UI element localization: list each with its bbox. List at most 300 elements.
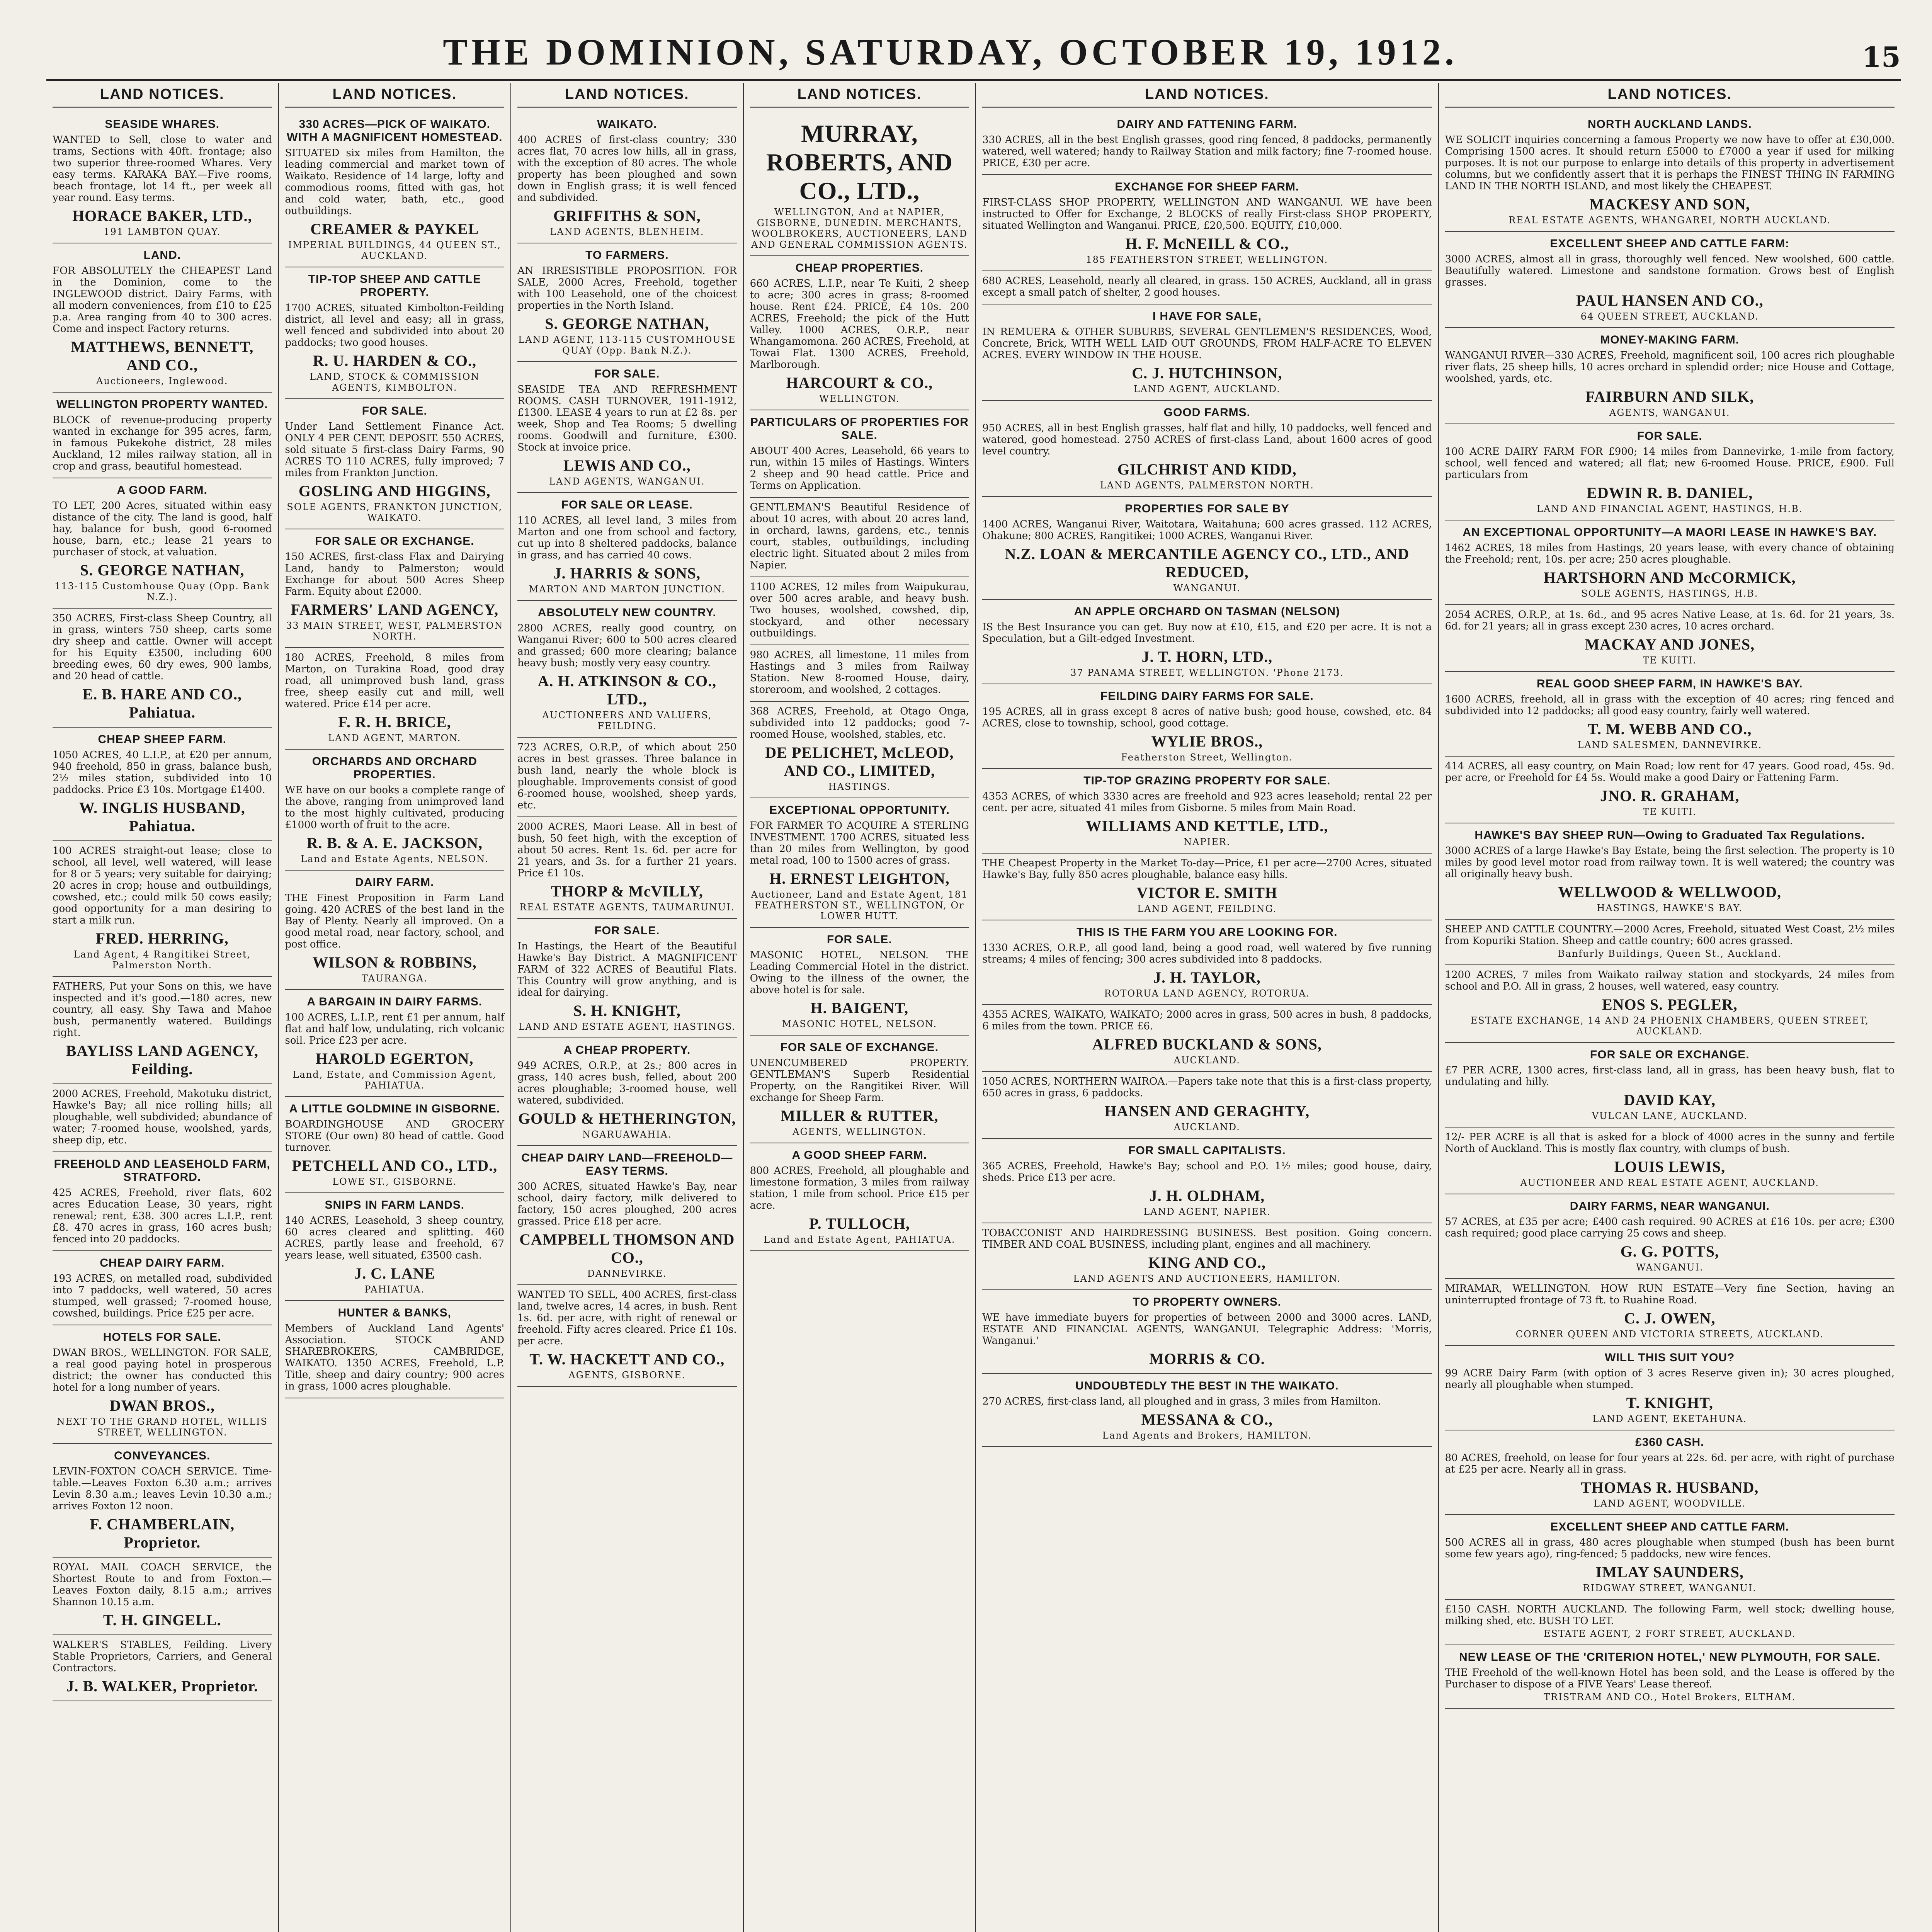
ad-body: GENTLEMAN'S Beautiful Residence of about 10 acres, with about 20 acres land, in orchard, lawns, gardens, etc., tennis court, stables, outbuildings, including electric light. Situated about 2 miles from Napier. <box>750 502 969 571</box>
ad-signature: R. U. HARDEN & CO., <box>313 352 477 369</box>
ad-body: Members of Auckland Land Agents' Association. STOCK AND SHAREBROKERS, CAMBRIDGE, WAIKATO. 1350 ACRES, Freehold, L.P. Title, sheep and dairy country; 900 acres in grass, 1000 acres ploughable. <box>285 1323 505 1392</box>
ad-address: AUCKLAND. <box>1173 1055 1240 1066</box>
advertisement <box>53 1635 272 1701</box>
ad-signature: HARTSHORN AND McCORMICK, <box>1543 569 1796 586</box>
ad-address: Land and Estate Agent, PAHIATUA. <box>764 1234 956 1245</box>
ad-body: 3000 ACRES of a large Hawke's Bay Estate, being the first selection. The property is 10 miles by good level motor road from railway town. It is well watered; the country was all originally heavy bush. <box>1445 845 1895 880</box>
ad-heading: ORCHARDS AND ORCHARD PROPERTIES. <box>312 755 477 781</box>
ad-signature: T. M. WEBB AND CO., <box>1588 720 1752 738</box>
advertisement <box>517 362 737 493</box>
ad-body: 1330 ACRES, O.R.P., all good land, being a good road, well watered by five running streams; 4 miles of fencing; 300 acres subdivided into 8 paddocks. <box>982 942 1432 965</box>
ad-address: NGARUAWAHIA. <box>582 1129 672 1140</box>
advertisement <box>982 304 1432 401</box>
ad-body: 195 ACRES, all in grass except 8 acres of native bush; good house, cowshed, etc. 84 ACRES, close to township, school, good cottage. <box>982 706 1432 729</box>
ad-signature: PAUL HANSEN AND CO., <box>1576 292 1764 309</box>
advertisement <box>982 401 1432 497</box>
ad-body: Under Land Settlement Finance Act. ONLY 4 PER CENT. DEPOSIT. 550 ACRES, sold situate 5 first-class Dairy Farms, 90 ACRES TO 110 ACRES, fully improved; 7 miles from Frankton Junction. <box>285 421 505 479</box>
ad-signature: MORRIS & CO. <box>1149 1350 1265 1367</box>
ad-body: 1050 ACRES, 40 L.I.P., at £20 per annum, 940 freehold, 850 in grass, balance bush, 2½ miles station, subdivided into 10 paddocks. Price £3 10s. Mortgage £1400. <box>53 749 272 796</box>
advertisement <box>53 1084 272 1152</box>
ad-signature: WELLWOOD & WELLWOOD, <box>1558 883 1782 901</box>
ad-signature: MILLER & RUTTER, <box>781 1107 939 1124</box>
ad-signature: J. HARRIS & SONS, <box>553 565 701 582</box>
ad-address: SOLE AGENTS, FRANKTON JUNCTION, WAIKATO. <box>287 502 503 523</box>
ad-signature: HAROLD EGERTON, <box>316 1050 474 1067</box>
ad-body: SHEEP AND CATTLE COUNTRY.—2000 Acres, Freehold, situated West Coast, 2½ miles from Kopuriki Station. Sheep and cattle country; 600 acres grassed. <box>1445 923 1895 947</box>
column-header: LAND NOTICES. <box>982 83 1432 108</box>
advertisement <box>285 267 505 399</box>
ad-signature: VICTOR E. SMITH <box>1136 884 1278 901</box>
ad-signature: THORP & McVILLY, <box>551 883 703 900</box>
ad-address: DANNEVIRKE. <box>587 1268 667 1279</box>
advertisement <box>1445 1515 1895 1600</box>
ad-body: WANTED TO SELL, 400 ACRES, first-class land, twelve acres, 14 acres, in bush. Rent 1s. 6d. per acre, with right of renewal or freehold. Fifty acres cleared. Price £1 10s. per acre. <box>517 1289 737 1347</box>
ad-body: 180 ACRES, Freehold, 8 miles from Marton, on Turakina Road, good dray road, all unimproved bush land, grass free, sheep easily cut and mill, well watered. Price £14 per acre. <box>285 652 505 710</box>
advertisement <box>1445 1645 1895 1709</box>
ad-heading: SNIPS IN FARM LANDS. <box>325 1199 465 1211</box>
ad-signature: LOUIS LEWIS, <box>1614 1158 1726 1175</box>
ad-address: Auctioneers, Inglewood. <box>96 376 228 386</box>
ad-body: THE Finest Proposition in Farm Land going. 420 ACRES of the best land in the Bay of Plenty. Nearly all improved. On a good metal road, near factory, school, and post office. <box>285 892 505 950</box>
ad-address: LAND, STOCK & COMMISSION AGENTS, KIMBOLTON. <box>310 371 480 393</box>
advertisement <box>1445 1346 1895 1430</box>
ad-heading: 330 ACRES—PICK OF WAIKATO. WITH A MAGNIFICENT HOMESTEAD. <box>287 118 503 144</box>
ad-signature: ALFRED BUCKLAND & SONS, <box>1092 1036 1322 1053</box>
ad-address: AGENTS, GISBORNE. <box>568 1370 686 1381</box>
advertisement <box>982 1005 1432 1072</box>
ad-signature: BAYLISS LAND AGENCY, Feilding. <box>66 1042 259 1078</box>
ad-body: WE have on our books a complete range of the above, ranging from unimproved land to the most highly cultivated, producing £1000 worth of fruit to the acre. <box>285 784 505 831</box>
ad-heading: TO FARMERS. <box>585 249 669 262</box>
ad-heading: AN EXCEPTIONAL OPPORTUNITY—A MAORI LEASE IN HAWKE'S BAY. <box>1463 526 1877 539</box>
ad-address: HASTINGS, HAWKE'S BAY. <box>1597 903 1743 913</box>
advertisement <box>285 399 505 529</box>
ad-body: IS the Best Insurance you can get. Buy now at £10, £15, and £20 per acre. It is not a Speculation, but a Gilt-edged Investment. <box>982 621 1432 645</box>
advertisement <box>750 112 969 256</box>
advertisement <box>982 1374 1432 1447</box>
ad-signature: E. B. HARE AND CO., Pahiatua. <box>82 685 242 721</box>
advertisement <box>1445 920 1895 965</box>
ad-body: 270 ACRES, first-class land, all ploughed and in grass, 3 miles from Hamilton. <box>982 1396 1381 1407</box>
advertisement <box>750 498 969 577</box>
ad-body: FOR ABSOLUTELY the CHEAPEST Land in the Dominion, come to the INGLEWOOD district. Dairy Farms, with all modern conveniences, from £10 to £25 p.a. Area ranging from 40 to 300 acres. Come and inspect Factory returns. <box>53 265 272 335</box>
ad-heading: FOR SALE. <box>1637 430 1702 442</box>
ad-body: 1100 ACRES, 12 miles from Waipukurau, over 500 acres arable, and heavy bush. Two houses, woolshed, cowshed, dip, stockyard, and other necessary outbuildings. <box>750 581 969 639</box>
ad-heading: A BARGAIN IN DAIRY FARMS. <box>307 995 483 1008</box>
ad-signature: N.Z. LOAN & MERCANTILE AGENCY CO., LTD., AND REDUCED, <box>1005 545 1410 581</box>
ad-heading: CHEAP DAIRY LAND—FREEHOLD—EASY TERMS. <box>521 1151 733 1177</box>
ad-body: 980 ACRES, all limestone, 11 miles from Hastings and 3 miles from Railway Station. New 8-roomed House, dairy, storeroom, and woolshed, 2 cottages. <box>750 649 969 696</box>
ad-address: WANGANUI. <box>1173 583 1241 594</box>
ad-signature: T. H. GINGELL. <box>103 1611 221 1629</box>
column-header: LAND NOTICES. <box>1445 83 1895 108</box>
ad-body: MASONIC HOTEL, NELSON. THE Leading Commercial Hotel in the district. Owing to the illness of the owner, the above hotel is for sale. <box>750 949 969 996</box>
ad-body: 680 ACRES, Leasehold, nearly all cleared, in grass. 150 ACRES, Auckland, all in grass except a small patch of shelter, 2 good houses. <box>982 275 1432 298</box>
ad-address: LAND AGENTS AND AUCTIONEERS, HAMILTON. <box>1073 1273 1341 1284</box>
ad-address: AUCKLAND. <box>1173 1122 1240 1133</box>
column-4 <box>744 83 976 1932</box>
ad-body: THE Cheapest Property in the Market To-day—Price, £1 per acre—2700 Acres, situated Hawke's Bay, fully 850 acres ploughable, balance easy hills. <box>982 857 1432 881</box>
ad-body: 300 ACRES, situated Hawke's Bay, near school, dairy factory, milk delivered to factory, 150 acres ploughed, 200 acres grassed. Price £18 per acre. <box>517 1181 737 1227</box>
ad-address: 37 PANAMA STREET, WELLINGTON. 'Phone 2173. <box>1070 667 1344 678</box>
advertisement <box>1445 672 1895 757</box>
advertisement <box>1445 328 1895 424</box>
ad-address: Land Agent, 4 Rangitikei Street, Palmerston North. <box>73 949 251 971</box>
ad-heading: LAND. <box>143 249 181 262</box>
ad-signature: IMLAY SAUNDERS, <box>1595 1563 1744 1581</box>
ad-heading: WILL THIS SUIT YOU? <box>1605 1351 1735 1364</box>
ad-signature: MATTHEWS, BENNETT, AND CO., <box>71 338 254 374</box>
ad-address: LAND AGENT, AUCKLAND. <box>1133 384 1281 395</box>
ad-heading: A GOOD SHEEP FARM. <box>792 1149 927 1162</box>
ad-body: £7 PER ACRE, 1300 acres, first-class land, all in grass, has been heavy bush, flat to undulating and hilly. <box>1445 1065 1895 1088</box>
ad-heading: HAWKE'S BAY SHEEP RUN—Owing to Graduated Tax Regulations. <box>1475 829 1865 842</box>
ad-heading: A LITTLE GOLDMINE IN GISBORNE. <box>289 1102 500 1115</box>
ad-address: HASTINGS. <box>828 781 891 792</box>
ad-heading: PARTICULARS OF PROPERTIES FOR SALE. <box>750 416 969 442</box>
advertisement <box>750 1036 969 1143</box>
advertisement <box>53 478 272 609</box>
ad-heading: MONEY-MAKING FARM. <box>1600 333 1740 346</box>
ad-body: WANTED to Sell, close to water and trams, Sections with 40ft. frontage; also two superior three-roomed Whares. Very easy terms. KARAKA BAY.—Five rooms, beach frontage, lot 14 ft., per week all year round. Easy terms. <box>53 134 272 204</box>
ad-address: WELLINGTON. <box>819 393 900 404</box>
ad-heading: UNDOUBTEDLY THE BEST IN THE WAIKATO. <box>1075 1379 1339 1392</box>
ad-heading: NEW LEASE OF THE 'CRITERION HOTEL,' NEW PLYMOUTH, FOR SALE. <box>1459 1651 1881 1663</box>
ad-body: 150 ACRES, first-class Flax and Dairying Land, handy to Palmerston; would Exchange for about 500 Acres Sheep Farm. Equity about £2000. <box>285 551 505 597</box>
advertisement <box>53 1251 272 1325</box>
masthead-rule <box>46 79 1901 81</box>
ad-body: 110 ACRES, all level land, 3 miles from Marton and one from school and factory, cut up into 8 sheltered paddocks, balance in grass, and has carried 40 cows. <box>517 515 737 561</box>
ad-body: 80 ACRES, freehold, on lease for four years at 22s. 6d. per acre, with right of purchase at £25 per acre. Nearly all in grass. <box>1445 1452 1895 1475</box>
ad-heading: EXCELLENT SHEEP AND CATTLE FARM. <box>1550 1520 1789 1533</box>
ad-address: 33 MAIN STREET, WEST, PALMERSTON NORTH. <box>286 620 503 642</box>
ad-body: 2000 ACRES, Freehold, Makotuku district, Hawke's Bay; all nice rolling hills; all ploughable, well subdivided; abundance of water; 7-roomed house, woolshed, yards, sheep dip, etc. <box>53 1088 272 1146</box>
ad-address: AUCTIONEER AND REAL ESTATE AGENT, AUCKLAND. <box>1520 1177 1819 1188</box>
advertisement <box>517 1146 737 1285</box>
advertisement <box>53 243 272 393</box>
masthead <box>46 27 1901 73</box>
ad-signature: HARCOURT & CO., <box>786 374 933 391</box>
advertisement <box>982 497 1432 600</box>
advertisement <box>285 112 505 267</box>
ad-heading: TO PROPERTY OWNERS. <box>1133 1296 1282 1308</box>
ad-body: 350 ACRES, First-class Sheep Country, all in grass, winters 750 sheep, carts some dry sheep and cattle. Owner will accept for his Equity £3500, including 600 breeding ewes, 60 dry ewes, 900 lambs, and 20 head of cattle. <box>53 612 272 682</box>
ad-heading: FOR SALE OF EXCHANGE. <box>780 1041 939 1054</box>
ad-signature: MACKAY AND JONES, <box>1585 636 1755 653</box>
ad-address: LAND AGENT, MARTON. <box>328 733 461 743</box>
ad-body: FOR FARMER TO ACQUIRE A STERLING INVESTMENT. 1700 ACRES, situated less than 20 miles from Wellington, by good metal road, 100 to 1500 acres of grass. <box>750 820 969 866</box>
ad-address: NAPIER. <box>1184 837 1231 847</box>
advertisement <box>982 769 1432 854</box>
ad-signature: FARMERS' LAND AGENCY, <box>291 601 499 618</box>
ad-body: SEASIDE TEA AND REFRESHMENT ROOMS. CASH TURNOVER, 1911-1912, £1300. LEASE 4 years to run at £2 8s. per week, Shop and Tea Rooms; 5 dwelling rooms. Goodwill and furniture, £300. Stock at invoice price. <box>517 384 737 453</box>
ad-body: 1462 ACRES, 18 miles from Hastings, 20 years lease, with every chance of obtaining the Freehold; rent, 10s. per acre; 250 acres ploughable. <box>1445 542 1895 565</box>
ad-address: WANGANUI. <box>1636 1262 1704 1273</box>
ad-body: 800 ACRES, Freehold, all ploughable and limestone formation, 3 miles from railway station, 1 mile from school. Price £15 per acre. <box>750 1165 969 1211</box>
ad-signature: GRIFFITHS & SON, <box>553 207 701 224</box>
advertisement <box>1445 1600 1895 1645</box>
advertisement <box>982 1139 1432 1223</box>
ad-address: ESTATE AGENT, 2 FORT STREET, AUCKLAND. <box>1544 1628 1796 1639</box>
ad-address: LAND AGENT, FEILDING. <box>1137 903 1277 914</box>
ad-signature: ENOS S. PEGLER, <box>1602 996 1738 1013</box>
advertisement <box>1445 424 1895 520</box>
ad-address: ESTATE EXCHANGE, 14 AND 24 PHOENIX CHAMBERS, QUEEN STREET, AUCKLAND. <box>1470 1015 1869 1037</box>
ad-signature: MESSANA & CO., <box>1141 1411 1273 1428</box>
advertisement <box>285 750 505 871</box>
ad-body: 100 ACRES straight-out lease; close to school, all level, well watered, will lease for 8 or 5 years; very suitable for dairying; 20 acres in crop; house and outbuildings, cowshed, etc.; could milk 50 cows easily; good opportunity for a man desiring to start a milk run. <box>53 845 272 926</box>
ad-signature: JNO. R. GRAHAM, <box>1600 787 1740 804</box>
ad-body: 330 ACRES, all in the best English grasses, good ring fenced, 8 paddocks, permanently watered, well watered; handy to Railway Station and milk factory; fine 7-roomed house. PRICE, £30 per acre. <box>982 134 1432 169</box>
ad-address: AGENTS, WANGANUI. <box>1609 407 1730 418</box>
ad-address: LAND AND ESTATE AGENT, HASTINGS. <box>518 1021 736 1032</box>
ad-signature: GOULD & HETHERINGTON, <box>518 1110 736 1127</box>
ad-address: Featherston Street, Wellington. <box>1121 752 1293 763</box>
ad-signature: S. GEORGE NATHAN, <box>545 315 709 332</box>
ad-heading: WELLINGTON PROPERTY WANTED. <box>56 398 268 411</box>
ad-heading: FOR SALE OR EXCHANGE. <box>315 535 474 548</box>
ad-address: LAND AGENTS, PALMERSTON NORTH. <box>1100 480 1314 491</box>
ad-heading: I HAVE FOR SALE, <box>1152 310 1262 323</box>
ad-heading: CHEAP DAIRY FARM. <box>100 1257 225 1269</box>
column-1 <box>46 83 279 1932</box>
ad-heading: £360 CASH. <box>1635 1436 1704 1449</box>
ad-body: WALKER'S STABLES, Feilding. Livery Stable Proprietors, Carriers, and General Contractors. <box>53 1639 272 1674</box>
ad-signature: GOSLING AND HIGGINS, <box>298 482 491 500</box>
advertisement <box>982 271 1432 304</box>
ad-body: ROYAL MAIL COACH SERVICE, the Shortest Route to and from Foxton.—Leaves Foxton daily, 8.15 a.m.; arrives Shannon 10.15 a.m. <box>53 1561 272 1608</box>
ad-heading: DAIRY AND FATTENING FARM. <box>1117 118 1298 131</box>
advertisement <box>53 977 272 1084</box>
ad-heading: HUNTER & BANKS, <box>338 1306 451 1319</box>
ad-heading: FOR SMALL CAPITALISTS. <box>1128 1144 1286 1157</box>
ad-body: ABOUT 400 Acres, Leasehold, 66 years to run, within 15 miles of Hastings. Winters 2 sheep and 90 head cattle. Price and Terms on Application. <box>750 445 969 492</box>
ad-body: BLOCK of revenue-producing property wanted in exchange for 395 acres, farm, in famous Pukekohe district, 28 miles Auckland, 12 miles railway station, all in crop and grass, beautiful homestead. <box>53 414 272 472</box>
advertisement <box>1445 823 1895 920</box>
ad-signature: EDWIN R. B. DANIEL, <box>1587 484 1753 502</box>
column-6 <box>1439 83 1901 1932</box>
ad-address: LAND AGENTS, WANGANUI. <box>549 476 705 487</box>
ad-signature: DAVID KAY, <box>1624 1091 1716 1109</box>
ad-address: TRISTRAM AND CO., Hotel Brokers, ELTHAM. <box>1544 1692 1796 1702</box>
advertisement <box>1445 1043 1895 1128</box>
advertisement <box>750 577 969 645</box>
ad-address: 191 LAMBTON QUAY. <box>104 226 221 237</box>
advertisement <box>285 871 505 990</box>
ad-body: WE have immediate buyers for properties of between 2000 and 3000 acres. LAND, ESTATE AND FINANCIAL AGENTS, WANGANUI. Telegraphic Address: 'Morris, Wanganui.' <box>982 1312 1432 1347</box>
ad-address: MARTON AND MARTON JUNCTION. <box>529 584 726 595</box>
ad-body: FIRST-CLASS SHOP PROPERTY, WELLINGTON AND WANGANUI. WE have been instructed to Offer for Exchange, 2 BLOCKS of really First-class SHOP PROPERTY, situated Wellington and Wanganui. PRICE, £20,500. EQUITY, £10,000. <box>982 197 1432 231</box>
ad-body: 1400 ACRES, Wanganui River, Waitotara, Waitahuna; 600 acres grassed. 112 ACRES, Ohakune; 800 ACRES, Rangitikei; 1000 ACRES, Wanganui River. <box>982 519 1432 542</box>
ad-address: LOWE ST., GISBORNE. <box>332 1176 457 1187</box>
ad-signature: S. H. KNIGHT, <box>573 1002 681 1019</box>
ad-signature: DE PELICHET, McLEOD, AND CO., LIMITED, <box>765 744 954 779</box>
advertisement <box>285 648 505 750</box>
ad-body: 2054 ACRES, O.R.P., at 1s. 6d., and 95 acres Native Lease, at 1s. 6d. for 21 years, 3s. 6d. for 21 years; all in grass except 230 acres, 10 acres orchard. <box>1445 609 1895 632</box>
ad-body: THE Freehold of the well-known Hotel has been sold, and the Lease is offered by the Purchaser to dispose of a FIVE Years' Lease thereof. <box>1445 1667 1895 1690</box>
ad-address: IMPERIAL BUILDINGS, 44 QUEEN ST., AUCKLAND. <box>288 240 501 261</box>
ad-body: 1200 ACRES, 7 miles from Waikato railway station and stockyards, 24 miles from school and P.O. All in grass, 2 houses, well watered, easy country. <box>1445 969 1895 992</box>
ad-signature: FAIRBURN AND SILK, <box>1585 388 1754 405</box>
ad-address: AGENTS, WELLINGTON. <box>793 1126 927 1137</box>
ad-address: NEXT TO THE GRAND HOTEL, WILLIS STREET, WELLINGTON. <box>56 1416 268 1438</box>
ad-address: PAHIATUA. <box>364 1284 425 1295</box>
advertisement <box>1445 1194 1895 1279</box>
advertisement <box>1445 1128 1895 1194</box>
ad-heading: TIP-TOP SHEEP AND CATTLE PROPERTY. <box>308 273 481 299</box>
ad-heading: REAL GOOD SHEEP FARM, IN HAWKE'S BAY. <box>1536 677 1803 690</box>
ad-heading: EXCEPTIONAL OPPORTUNITY. <box>769 804 950 816</box>
ad-heading: FOR SALE OR LEASE. <box>561 498 693 511</box>
ad-signature: J. H. OLDHAM, <box>1149 1187 1265 1204</box>
ad-body: In Hastings, the Heart of the Beautiful Hawke's Bay District. A MAGNIFICENT FARM of 322 ACRES of Beautiful Flats. This Country will grow anything, and is ideal for dairying. <box>517 940 737 998</box>
advertisement <box>517 601 737 738</box>
ad-heading: SEASIDE WHARES. <box>105 118 220 131</box>
column-header: LAND NOTICES. <box>53 83 272 108</box>
ad-heading: CHEAP SHEEP FARM. <box>98 733 227 746</box>
advertisement <box>285 990 505 1097</box>
ad-address: WELLINGTON, And at NAPIER, GISBORNE, DUNEDIN. MERCHANTS, WOOLBROKERS, AUCTIONEERS, LAND AND GENERAL COMMISSION AGENTS. <box>751 207 968 250</box>
ad-heading: FOR SALE. <box>362 405 427 417</box>
ad-body: FATHERS, Put your Sons on this, we have inspected and it's good.—180 acres, new country, all easy. Shy Tawa and Mahoe bush, permanently watered. Buildings right. <box>53 981 272 1039</box>
ad-signature: CREAMER & PAYKEL <box>310 220 479 238</box>
advertisement <box>750 410 969 498</box>
advertisement <box>53 1325 272 1444</box>
ad-body: WANGANUI RIVER—330 ACRES, Freehold, magnificent soil, 100 acres rich ploughable river flats, 25 sheep hills, 10 acres orchard in splendid order; nice House and Cottage, woolshed, yards, etc. <box>1445 350 1895 384</box>
ad-heading: PROPERTIES FOR SALE BY <box>1125 502 1289 515</box>
ad-body: 4355 ACRES, WAIKATO, WAIKATO; 2000 acres in grass, 500 acres in bush, 8 paddocks, 6 miles from the town. PRICE £6. <box>982 1009 1432 1032</box>
advertisement <box>1445 605 1895 672</box>
ad-address: ROTORUA LAND AGENCY, ROTORUA. <box>1104 988 1310 999</box>
advertisement <box>517 493 737 601</box>
ad-address: MASONIC HOTEL, NELSON. <box>782 1019 937 1029</box>
ad-body: 1700 ACRES, situated Kimbolton-Feilding district, all level and easy; all in grass, well fenced and subdivided into about 20 paddocks; two good houses. <box>285 302 505 349</box>
ad-signature: MURRAY, ROBERTS, AND CO., LTD., <box>766 120 953 204</box>
ad-signature: PETCHELL AND CO., LTD., <box>292 1157 498 1174</box>
ad-heading: EXCHANGE FOR SHEEP FARM. <box>1115 180 1299 193</box>
advertisement <box>517 112 737 243</box>
ad-address: 113-115 Customhouse Quay (Opp. Bank N.Z.). <box>54 581 270 602</box>
advertisement <box>982 854 1432 920</box>
column-header: LAND NOTICES. <box>285 83 505 108</box>
ad-signature: W. INGLIS HUSBAND, Pahiatua. <box>79 799 245 835</box>
advertisement <box>750 1143 969 1251</box>
ad-body: TOBACCONIST AND HAIRDRESSING BUSINESS. Best position. Going concern. TIMBER AND COAL BUSINESS, including plant, engines and all machinery. <box>982 1227 1432 1250</box>
column-5 <box>976 83 1439 1932</box>
ad-address: 64 QUEEN STREET, AUCKLAND. <box>1580 311 1759 322</box>
ad-body: 193 ACRES, on metalled road, subdivided into 7 paddocks, well watered, 50 acres stumped, well grassed; 7-roomed house, cowshed, buildings. Price £25 per acre. <box>53 1273 272 1319</box>
ad-heading: EXCELLENT SHEEP AND CATTLE FARM: <box>1550 237 1790 250</box>
ad-signature: WILLIAMS AND KETTLE, LTD., <box>1086 817 1328 835</box>
ad-body: 400 ACRES of first-class country; 330 acres flat, 70 acres low hills, all in grass, with the exception of 80 acres. The whole property has been ploughed and sown down in English grass; it is well fenced and subdivided. <box>517 134 737 204</box>
ad-signature: WYLIE BROS., <box>1151 733 1263 750</box>
advertisement <box>1445 232 1895 328</box>
ad-address: REAL ESTATE AGENTS, TAUMARUNUI. <box>519 902 735 913</box>
column-2 <box>279 83 512 1932</box>
ad-signature: HANSEN AND GERAGHTY, <box>1104 1102 1310 1120</box>
advertisement <box>1445 757 1895 823</box>
ad-signature: P. TULLOCH, <box>809 1215 910 1232</box>
ad-body: MIRAMAR, WELLINGTON. HOW RUN ESTATE—Very fine Section, having an uninterrupted frontage of 73 ft. to Ruahine Road. <box>1445 1283 1895 1306</box>
ad-body: 140 ACRES, Leasehold, 3 sheep country, 60 acres cleared and splitting. 460 ACRES, partly lease and freehold, 67 years lease, well situated, £3500 cash. <box>285 1215 505 1261</box>
ad-signature: WILSON & ROBBINS, <box>312 954 477 971</box>
ad-address: RIDGWAY STREET, WANGANUI. <box>1583 1583 1757 1594</box>
advertisement <box>750 645 969 702</box>
ad-address: REAL ESTATE AGENTS, WHANGAREI, NORTH AUCKLAND. <box>1509 215 1831 226</box>
ad-body: TO LET, 200 Acres, situated within easy distance of the city. The land is good, half hay, balance for bush, good 6-roomed house, barn, etc.; lease 21 years to purchaser of stock, at valuation. <box>53 500 272 558</box>
advertisement <box>1445 1430 1895 1515</box>
ad-signature: T. W. HACKETT AND CO., <box>529 1350 725 1368</box>
ad-address: SOLE AGENTS, HASTINGS, H.B. <box>1581 588 1759 599</box>
advertisement <box>285 529 505 648</box>
ad-address: LAND AGENT, NAPIER. <box>1143 1206 1271 1217</box>
ad-heading: CONVEYANCES. <box>114 1449 211 1462</box>
advertisement <box>982 175 1432 271</box>
advertisement <box>1445 112 1895 232</box>
ad-body: UNENCUMBERED PROPERTY. GENTLEMAN'S Superb Residential Property, on the Rangitikei River. Will exchange for Sheep Farm. <box>750 1057 969 1104</box>
ad-heading: FOR SALE. <box>827 933 892 946</box>
ad-body: 99 ACRE Dairy Farm (with option of 3 acres Reserve given in); 30 acres ploughed, nearly all ploughable when stumped. <box>1445 1367 1895 1391</box>
advertisement <box>53 1444 272 1558</box>
ad-body: 500 ACRES all in grass, 480 acres ploughable when stumped (bush has been burnt some few years ago), ring-fenced; 5 paddocks, new wire fences. <box>1445 1537 1895 1560</box>
ad-body: BOARDINGHOUSE AND GROCERY STORE (Our own) 80 head of cattle. Good turnover. <box>285 1119 505 1153</box>
advertisement <box>982 112 1432 175</box>
ad-heading: NORTH AUCKLAND LANDS. <box>1587 118 1752 131</box>
newspaper-title: THE DOMINION, SATURDAY, OCTOBER 19, 1912. <box>443 31 1458 73</box>
ad-address: TE KUITI. <box>1643 655 1697 666</box>
columns-container <box>46 83 1901 1932</box>
advertisement <box>517 738 737 817</box>
ad-signature: FRED. HERRING, <box>95 930 229 947</box>
ad-signature: CAMPBELL THOMSON AND CO., <box>519 1231 735 1266</box>
ad-body: 950 ACRES, all in best English grasses, half flat and hilly, 10 paddocks, well fenced and watered, good homestead. 2750 ACRES of first-class Land, about 1600 acres of good level country. <box>982 422 1432 457</box>
ad-heading: FOR SALE. <box>594 367 660 380</box>
ad-body: 660 ACRES, L.I.P., near Te Kuiti, 2 sheep to acre; 300 acres in grass; 8-roomed house. Rent £24. PRICE, £4 10s. 200 ACRES, Freehold; the pick of the Hutt Valley. 1000 ACRES, O.R.P., near Whangamomona. 260 ACRES, Freehold, at Towai Flat. 1300 ACRES, Freehold, Marlborough. <box>750 278 969 371</box>
ad-body: AN IRRESISTIBLE PROPOSITION. FOR SALE, 2000 Acres, Freehold, together with 100 Leasehold, one of the choicest properties in the North Island. <box>517 265 737 311</box>
column-header: LAND NOTICES. <box>750 83 969 108</box>
ad-address: Banfurly Buildings, Queen St., Auckland. <box>1558 948 1782 959</box>
ad-address: LAND SALESMEN, DANNEVIRKE. <box>1577 740 1762 750</box>
ad-heading: THIS IS THE FARM YOU ARE LOOKING FOR. <box>1077 926 1338 939</box>
ad-body: DWAN BROS., WELLINGTON. FOR SALE, a real good paying hotel in prosperous district; the owner has conducted this hotel for a long number of years. <box>53 1347 272 1393</box>
ad-body: 100 ACRES, L.I.P., rent £1 per annum, half flat and half low, undulating, rich volcanic soil. Price £23 per acre. <box>285 1012 505 1046</box>
ad-body: 57 ACRES, at £35 per acre; £400 cash required. 90 ACRES at £16 10s. per acre; £300 cash required; good place carrying 25 cows and sheep. <box>1445 1216 1895 1239</box>
ad-heading: FOR SALE. <box>594 924 660 937</box>
ad-address: LAND AGENTS, BLENHEIM. <box>550 226 704 237</box>
advertisement <box>285 1193 505 1301</box>
ad-heading: ABSOLUTELY NEW COUNTRY. <box>537 606 716 619</box>
ad-address: AUCTIONEERS AND VALUERS, FEILDING. <box>542 710 712 731</box>
ad-heading: DAIRY FARM. <box>355 876 434 889</box>
advertisement <box>53 841 272 977</box>
ad-signature: R. B. & A. E. JACKSON, <box>306 834 483 852</box>
advertisement <box>517 1285 737 1387</box>
ad-heading: FOR SALE OR EXCHANGE. <box>1590 1048 1750 1061</box>
advertisement <box>982 920 1432 1005</box>
ad-address: VULCAN LANE, AUCKLAND. <box>1592 1111 1748 1121</box>
ad-body: 4353 ACRES, of which 3330 acres are freehold and 923 acres leasehold; rental 22 per cent. per acre, situated 41 miles from Gisborne. 5 miles from Main Road. <box>982 791 1432 814</box>
ad-signature: J. H. TAYLOR, <box>1153 969 1261 986</box>
ad-body: 2000 ACRES, Maori Lease. All in best of bush, 50 feet high, with the exception of about 50 acres. Rent 1s. 6d. per acre for 21 years, and 3s. for a further 21 years. Price £1 10s. <box>517 821 737 879</box>
advertisement <box>750 256 969 410</box>
ad-address: CORNER QUEEN AND VICTORIA STREETS, AUCKLAND. <box>1515 1329 1824 1340</box>
ad-signature: MACKESY AND SON, <box>1589 196 1750 213</box>
advertisement <box>982 1223 1432 1290</box>
advertisement <box>750 702 969 798</box>
ad-body: 414 ACRES, all easy country, on Main Road; low rent for 47 years. Good road, 45s. 9d. per acre, or Freehold for £4 5s. Would make a good Dairy or Fattening Farm. <box>1445 760 1895 784</box>
advertisement <box>53 1558 272 1635</box>
ad-heading: GOOD FARMS. <box>1163 406 1251 419</box>
